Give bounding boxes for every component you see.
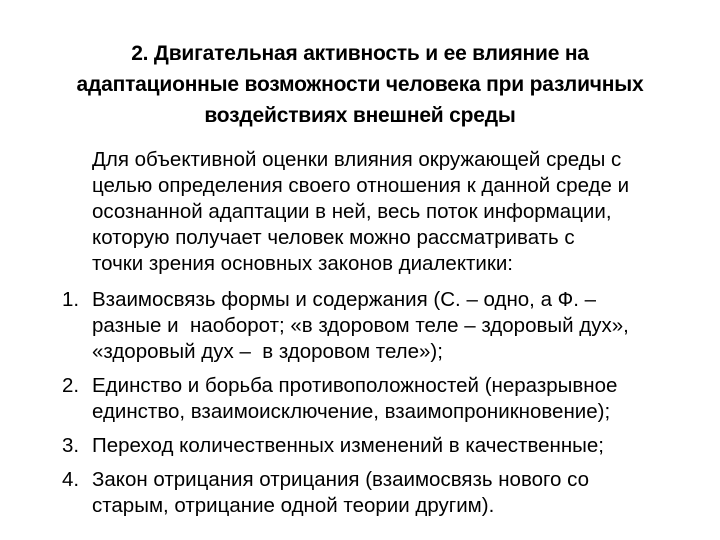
list-number: 3. xyxy=(62,434,80,457)
list-item-line: разные и наоборот; «в здоровом теле – здоровый дух», xyxy=(92,314,629,337)
intro-line: целью определения своего отношения к данной среде и xyxy=(92,174,630,197)
title-line: 2. Двигательная активность и ее влияние на xyxy=(131,42,589,65)
list-item-line: Закон отрицания отрицания (взаимосвязь нового со xyxy=(92,468,590,491)
dialectics-laws-list xyxy=(62,287,682,519)
intro-line: точки зрения основных законов диалектики: xyxy=(92,252,513,275)
list-item-line: старым, отрицание одной теории другим). xyxy=(92,494,495,517)
intro-paragraph xyxy=(92,147,682,277)
title-line: воздействиях внешней среды xyxy=(204,104,516,127)
list-number: 2. xyxy=(62,374,80,397)
list-item-line: «здоровый дух – в здоровом теле»); xyxy=(92,340,443,363)
intro-line: которую получает человек можно рассматривать с xyxy=(92,226,575,249)
slide-body xyxy=(62,147,682,527)
list-item xyxy=(62,373,682,425)
list-number: 1. xyxy=(62,288,80,311)
list-item-line: единство, взаимоисключение, взаимопроникновение); xyxy=(92,400,611,423)
list-item-line: Единство и борьба противоположностей (неразрывное xyxy=(92,374,618,397)
title-line: адаптационные возможности человека при различных xyxy=(76,73,644,96)
intro-line: Для объективной оценки влияния окружающей среды с xyxy=(92,148,622,171)
list-item-line: Взаимосвязь формы и содержания (С. – одно, а Ф. – xyxy=(92,288,597,311)
list-item-line: Переход количественных изменений в качественные; xyxy=(92,434,604,457)
list-number: 4. xyxy=(62,468,80,491)
intro-line: осознанной адаптации в ней, весь поток информации, xyxy=(92,200,612,223)
list-item xyxy=(62,287,682,365)
list-item xyxy=(62,467,682,519)
slide-title xyxy=(40,38,680,131)
list-item xyxy=(62,433,682,459)
